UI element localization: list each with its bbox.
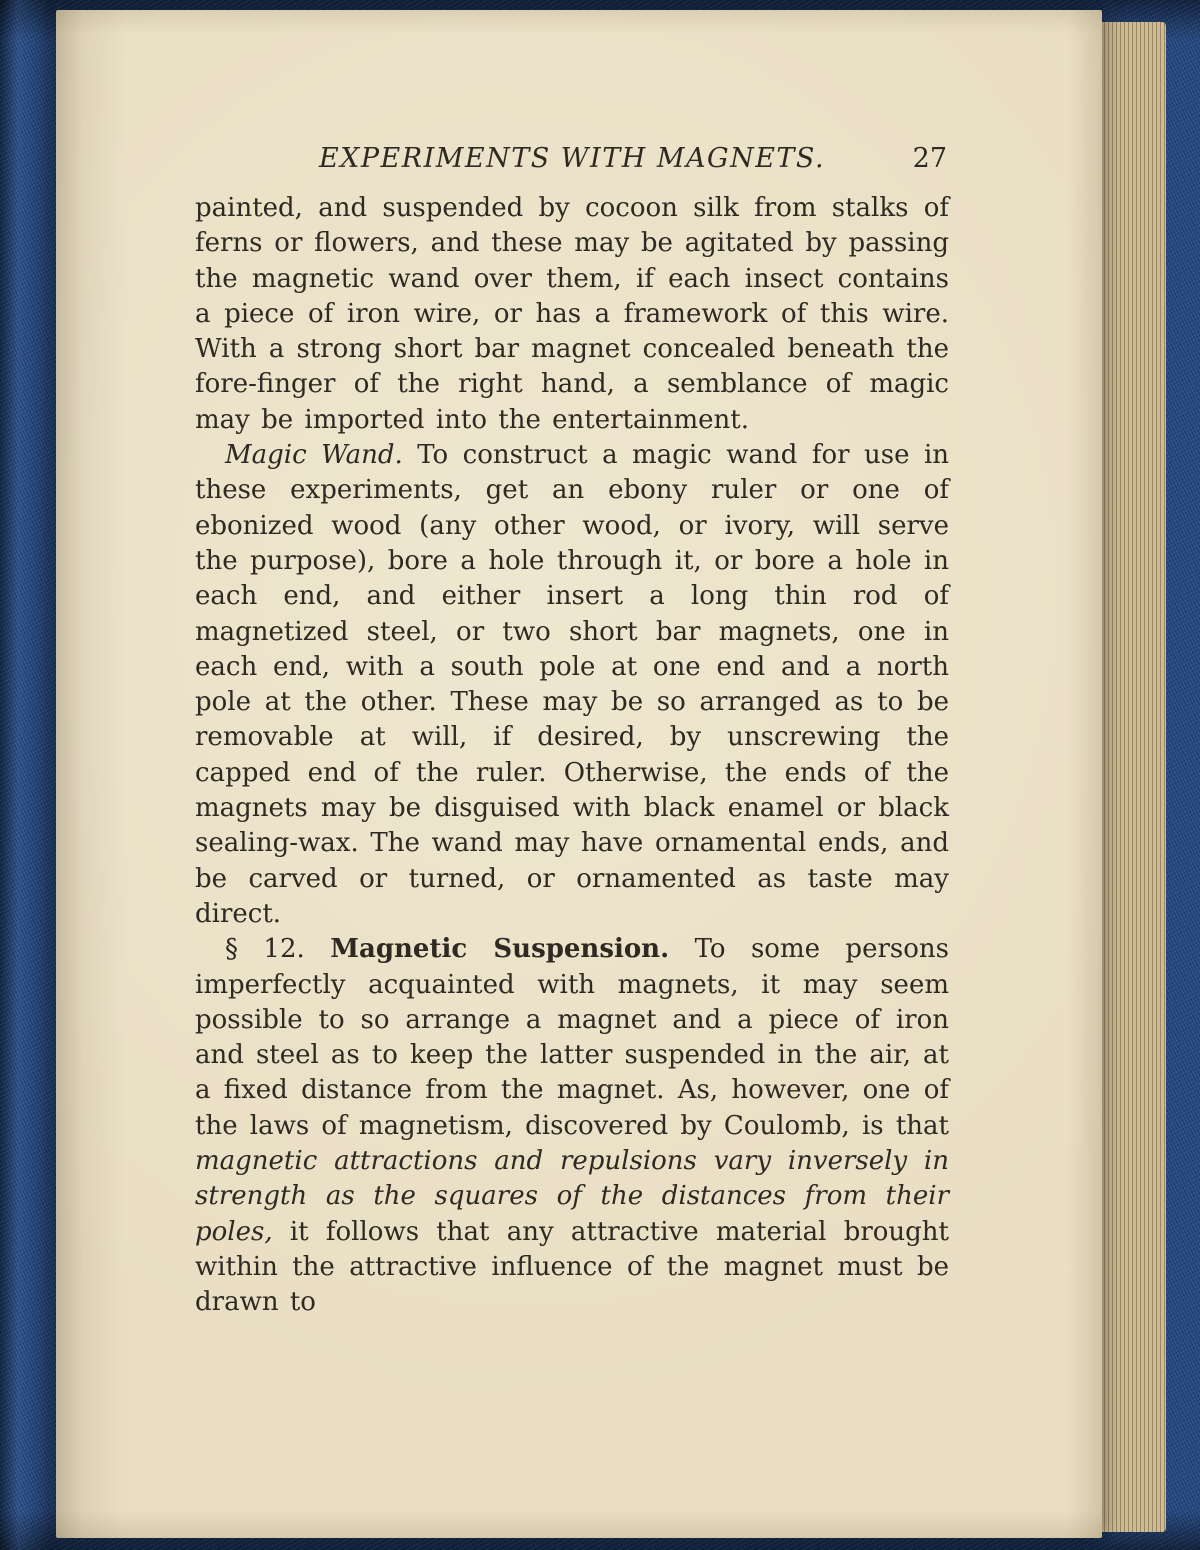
paragraph-3-text-a: To some persons imperfectly acquainted with magnets, it may seem possible to so arrange a magnet and a piece of iron and steel as to keep the latter suspended in the air, at a fixed distance from the magnet. As, however, one of the laws of magnetism, discovered by Coulomb, is that — [195, 934, 949, 1141]
text-column — [195, 143, 949, 1321]
paragraph-3-text-b: it follows that any attractive material brought within the attractive influence of the magnet must be drawn to — [195, 1216, 949, 1318]
paragraph-3 — [195, 932, 949, 1320]
page-edge-stack — [1092, 22, 1166, 1532]
page-edge-lines — [1092, 22, 1166, 1532]
section-symbol: § 12. — [225, 934, 331, 965]
paragraph-2 — [195, 438, 949, 932]
paragraph-1-text: painted, and suspended by cocoon silk from stalks of ferns or flowers, and these may be agitated by passing the magnetic wand over them, if each insect contains a piece of iron wire, or has a framework of this wire. With a strong short bar magnet concealed beneath the fore-finger of the right hand, a semblance of magic may be imported into the entertainment. — [195, 193, 949, 435]
section-heading: Magnetic Suspension. — [330, 934, 670, 965]
paragraph-2-lead-italic: Magic Wand. — [225, 440, 403, 471]
running-title: EXPERIMENTS WITH MAGNETS. — [318, 143, 826, 174]
paragraph-1 — [195, 191, 949, 438]
book-page — [56, 10, 1102, 1538]
page-number: 27 — [912, 143, 947, 174]
page-header — [195, 143, 949, 174]
paragraph-2-text: To construct a magic wand for use in these experiments, get an ebony ruler or one of ebonized wood (any other wood, or ivory, will serve the purpose), bore a hole through it, or bore a hole in each end, and either insert a long thin rod of magnetized steel, or two short bar magnets, one in each end, with a south pole at one end and a north pole at the other. These may be so arranged as to be removable at will, if desired, by unscrewing the capped end of the ruler. Otherwise, the ends of the magnets may be disguised with black enamel or black sealing-wax. The wand may have ornamental ends, and be carved or turned, or ornamented as taste may direct. — [195, 440, 950, 929]
paragraph-3-quote-italic: magnetic attractions and repulsions vary inversely in strength as the squares of the distances from their poles, — [195, 1146, 949, 1247]
